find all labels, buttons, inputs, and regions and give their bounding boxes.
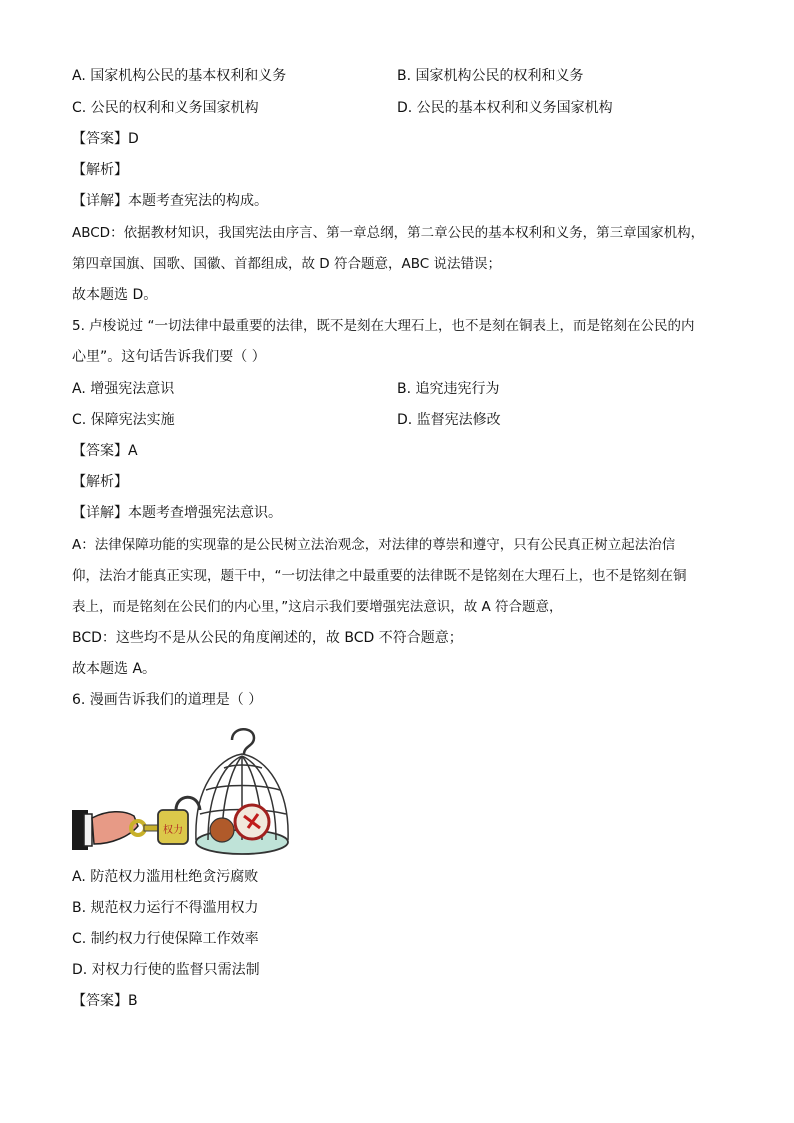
q4-option-c: C. 公民的权利和义务国家机构 bbox=[72, 100, 259, 116]
q5-explanation-line-1: A：法律保障功能的实现靠的是公民树立法治观念，对法律的尊崇和遵守，只有公民真正树立起法治信 bbox=[72, 537, 676, 553]
q4-explanation-line-2: 第四章国旗、国歌、国徽、首都组成，故 D 符合题意，ABC 说法错误； bbox=[72, 256, 501, 272]
q5-explanation-line-4: BCD：这些均不是从公民的角度阐述的，故 BCD 不符合题意； bbox=[72, 630, 463, 646]
q4-conclusion: 故本题选 D。 bbox=[72, 287, 158, 303]
q4-detail: 【详解】本题考查宪法的构成。 bbox=[72, 193, 268, 209]
q6-stem: 6. 漫画告诉我们的道理是（ ） bbox=[72, 692, 263, 708]
q5-stem-line-1: 5. 卢梭说过 “一切法律中最重要的法律，既不是刻在大理石上，也不是刻在铜表上，而是铭刻在公民的内 bbox=[72, 318, 695, 334]
q5-answer: 【答案】A bbox=[72, 443, 138, 459]
q5-option-a: A. 增强宪法意识 bbox=[72, 381, 175, 397]
q5-stem-line-2: 心里”。这句话告诉我们要（ ） bbox=[72, 349, 266, 365]
q5-option-c: C. 保障宪法实施 bbox=[72, 412, 175, 428]
q5-analysis-label: 【解析】 bbox=[72, 474, 128, 490]
q5-explanation-line-2: 仰，法治才能真正实现，题干中，“一切法律之中最重要的法律既不是铭刻在大理石上，也不是铭刻在铜 bbox=[72, 568, 687, 584]
q6-option-c: C. 制约权力行使保障工作效率 bbox=[72, 931, 259, 947]
question-mark-icon bbox=[232, 729, 254, 754]
q6-option-d: D. 对权力行使的监督只需法制 bbox=[72, 962, 260, 978]
q5-conclusion: 故本题选 A。 bbox=[72, 661, 157, 677]
q4-option-b: B. 国家机构公民的权利和义务 bbox=[397, 68, 584, 84]
q6-option-b: B. 规范权力运行不得滥用权力 bbox=[72, 900, 259, 916]
q5-option-b: B. 追究违宪行为 bbox=[397, 381, 500, 397]
q4-option-d: D. 公民的基本权利和义务国家机构 bbox=[397, 100, 613, 116]
q4-analysis-label: 【解析】 bbox=[72, 162, 128, 178]
q4-answer: 【答案】D bbox=[72, 131, 139, 147]
q5-detail: 【详解】本题考查增强宪法意识。 bbox=[72, 505, 282, 521]
cartoon-power-in-cage bbox=[72, 718, 290, 860]
padlock-label: 权力 bbox=[163, 825, 183, 836]
q5-option-d: D. 监督宪法修改 bbox=[397, 412, 501, 428]
q6-answer: 【答案】B bbox=[72, 993, 138, 1009]
shirt-cuff-shape bbox=[84, 814, 92, 846]
q6-option-a: A. 防范权力滥用杜绝贪污腐败 bbox=[72, 869, 259, 885]
q4-option-a: A. 国家机构公民的基本权利和义务 bbox=[72, 68, 287, 84]
q4-explanation-line-1: ABCD：依据教材知识，我国宪法由序言、第一章总纲，第二章公民的基本权利和义务，第三章国家机构， bbox=[72, 225, 705, 241]
q5-explanation-line-3: 表上，而是铭刻在公民们的内心里，”这启示我们要增强宪法意识，故 A 符合题意， bbox=[72, 599, 563, 615]
